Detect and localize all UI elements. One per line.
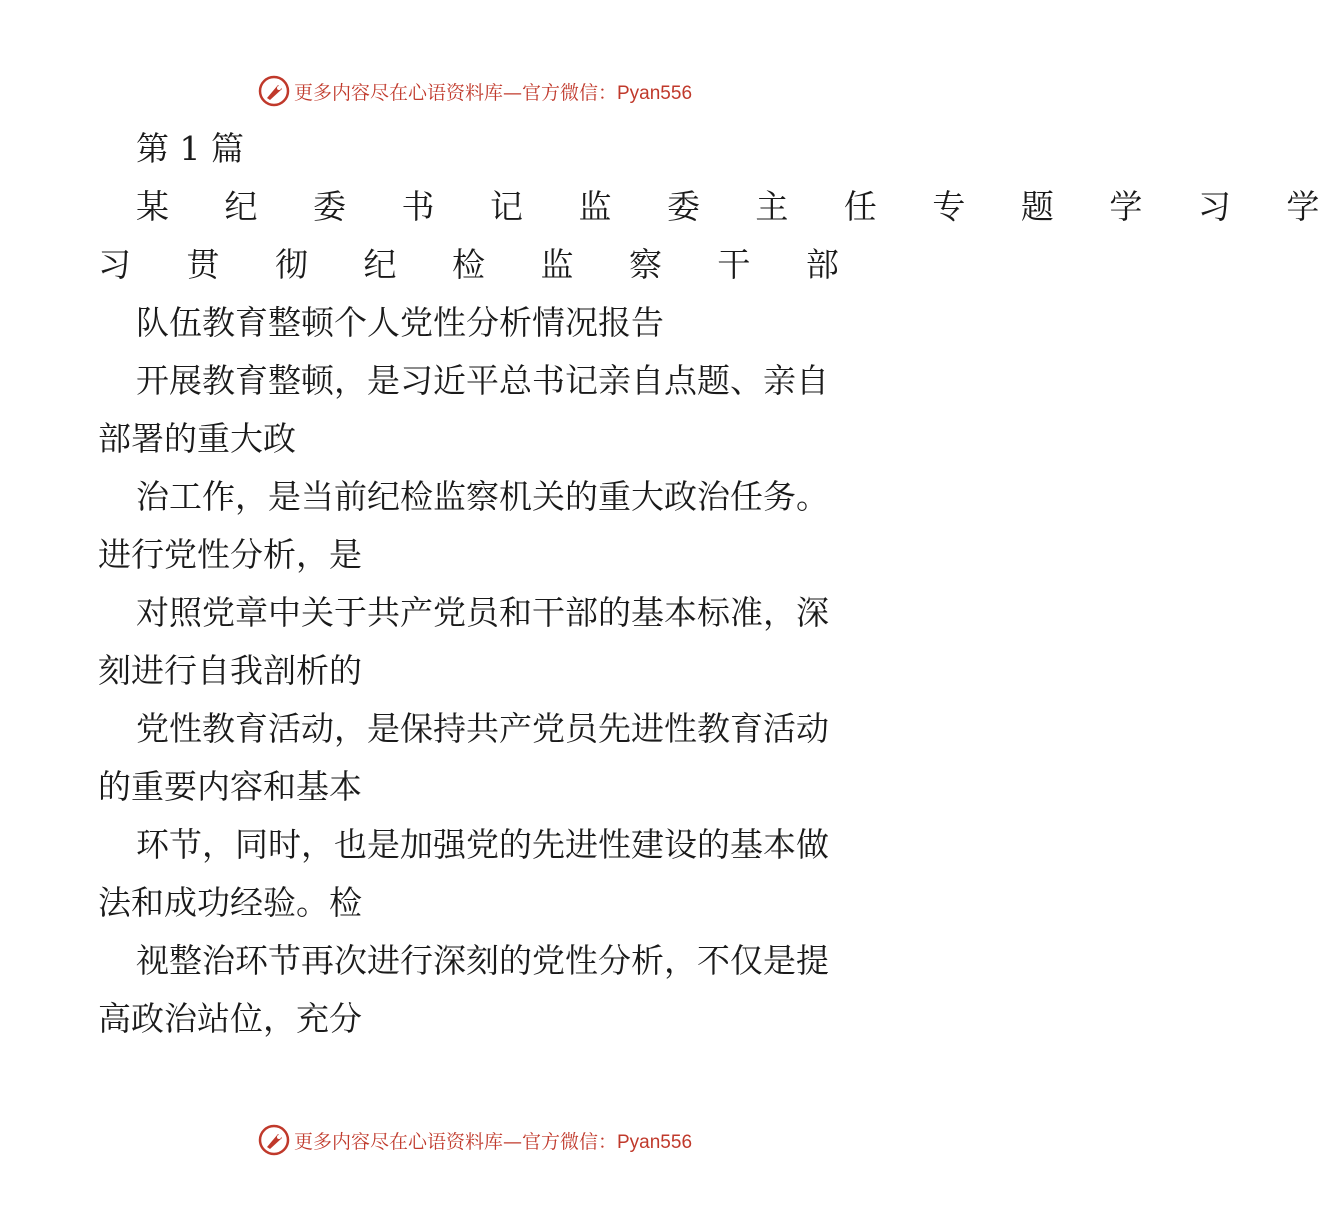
watermark-id: Pyan556 bbox=[617, 1131, 693, 1153]
doc-line: 视整治环节再次进行深刻的党性分析，不仅是提 bbox=[136, 941, 829, 980]
watermark-text: 更多内容尽在心语资料库—官方微信： bbox=[293, 1130, 617, 1153]
header-watermark bbox=[0, 74, 950, 108]
doc-line: 刻进行自我剖析的 bbox=[98, 651, 362, 690]
watermark-id: Pyan556 bbox=[617, 82, 693, 104]
doc-line: 开展教育整顿，是习近平总书记亲自点题、亲自 bbox=[136, 361, 829, 400]
doc-line: 高政治站位，充分 bbox=[98, 999, 362, 1038]
pen-nib-logo-icon bbox=[258, 1124, 290, 1156]
doc-line: 某 纪 委 书 记 监 委 主 任 专 题 学 习 学 bbox=[136, 187, 1342, 226]
watermark-text: 更多内容尽在心语资料库—官方微信： bbox=[293, 81, 617, 104]
doc-line: 的重要内容和基本 bbox=[98, 767, 362, 806]
doc-line: 部署的重大政 bbox=[98, 419, 296, 458]
doc-line: 对照党章中关于共产党员和干部的基本标准，深 bbox=[136, 593, 829, 632]
doc-line: 进行党性分析，是 bbox=[98, 535, 362, 574]
pen-nib-logo-icon bbox=[258, 75, 290, 107]
doc-line: 治工作，是当前纪检监察机关的重大政治任务。 bbox=[136, 477, 829, 516]
doc-line: 习 贯 彻 纪 检 监 察 干 部 bbox=[98, 245, 862, 284]
doc-line: 队伍教育整顿个人党性分析情况报告 bbox=[136, 303, 664, 342]
doc-line: 法和成功经验。检 bbox=[98, 883, 362, 922]
doc-line: 党性教育活动，是保持共产党员先进性教育活动 bbox=[136, 709, 829, 748]
footer-watermark bbox=[0, 1123, 950, 1157]
doc-line: 第 1 篇 bbox=[136, 129, 244, 168]
doc-line: 环节，同时，也是加强党的先进性建设的基本做 bbox=[136, 825, 829, 864]
